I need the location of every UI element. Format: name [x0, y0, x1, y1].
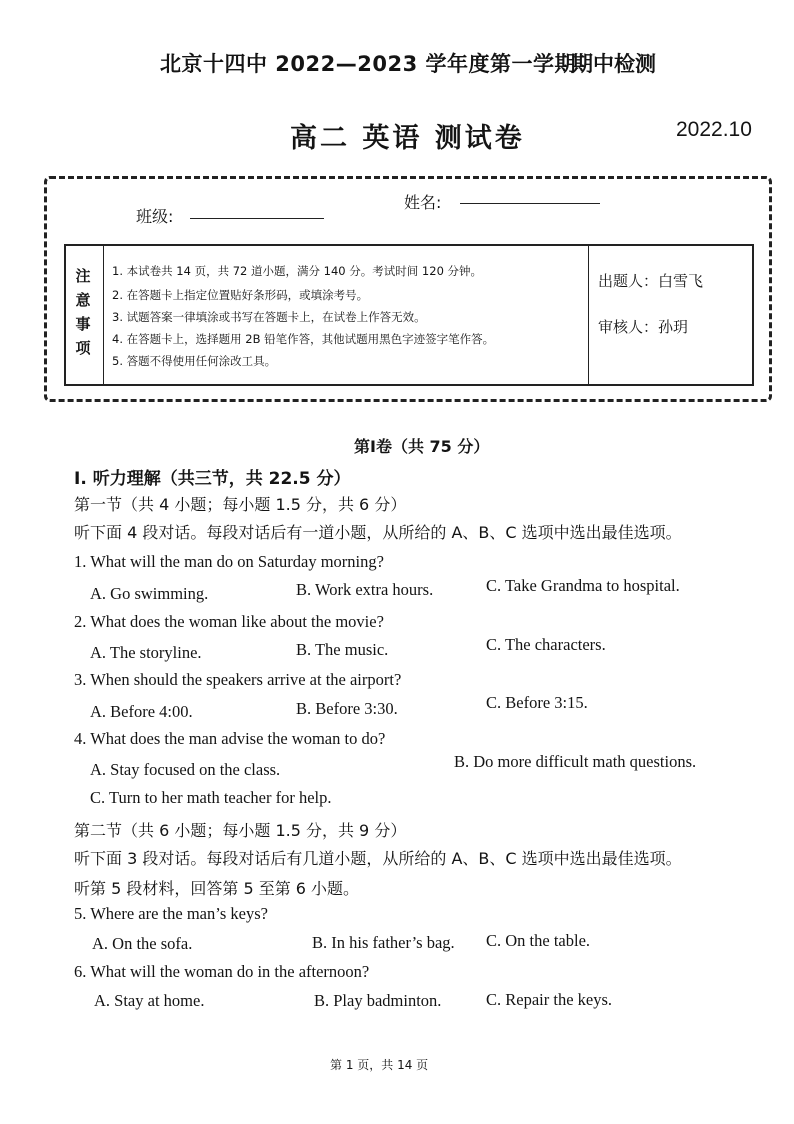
- notice-divider: [588, 244, 589, 386]
- part-title: 第Ⅰ卷（共 75 分）: [354, 437, 490, 456]
- answer-option[interactable]: B. Play badminton.: [314, 991, 442, 1010]
- answer-option[interactable]: C. The characters.: [486, 635, 606, 654]
- question-stem: 6. What will the woman do in the afternoon?: [74, 962, 370, 981]
- name-field[interactable]: [460, 203, 600, 204]
- answer-option[interactable]: C. Repair the keys.: [486, 990, 613, 1009]
- answer-option[interactable]: A. Stay focused on the class.: [90, 760, 281, 779]
- answer-option[interactable]: C. Turn to her math teacher for help.: [90, 788, 332, 807]
- reviewer-label: 审核人：孙玥: [598, 318, 689, 336]
- setter-label: 出题人：白雪飞: [598, 272, 704, 290]
- subject-title: 高二 英语 测试卷: [290, 123, 525, 154]
- subsection-heading: 第二节（共 6 小题；每小题 1.5 分，共 9 分）: [74, 821, 407, 840]
- question-stem: 1. What will the man do on Saturday morning?: [74, 552, 384, 571]
- exam-type: 期中检测: [572, 52, 656, 76]
- answer-option[interactable]: B. The music.: [296, 640, 389, 659]
- question-stem: 2. What does the woman like about the movie?: [74, 612, 384, 631]
- class-label: 班级:: [136, 207, 174, 226]
- answer-option[interactable]: B. Work extra hours.: [296, 580, 434, 599]
- answer-option[interactable]: C. On the table.: [486, 931, 591, 950]
- answer-option[interactable]: C. Before 3:15.: [486, 693, 588, 712]
- answer-option[interactable]: B. Do more difficult math questions.: [454, 752, 697, 771]
- notice-heading: 注意事项: [75, 267, 91, 357]
- subsection-heading: 第一节（共 4 小题；每小题 1.5 分，共 6 分）: [74, 495, 407, 514]
- question-stem: 3. When should the speakers arrive at the airport?: [74, 670, 402, 689]
- answer-option[interactable]: B. Before 3:30.: [296, 699, 398, 718]
- instruction-text: 听第 5 段材料，回答第 5 至第 6 小题。: [74, 879, 360, 898]
- section-heading: I. 听力理解（共三节，共 22.5 分）: [74, 469, 351, 489]
- notice-item: 1. 本试卷共 14 页，共 72 道小题，满分 140 分。考试时间 120 分钟。: [112, 264, 483, 278]
- exam-date: 2022.10: [676, 118, 752, 141]
- page-footer: 第 1 页，共 14 页: [330, 1058, 429, 1072]
- notice-item: 2. 在答题卡上指定位置贴好条形码，或填涂考号。: [112, 288, 369, 302]
- name-label: 姓名:: [404, 193, 442, 212]
- answer-option[interactable]: A. On the sofa.: [92, 934, 193, 953]
- notice-item: 4. 在答题卡上，选择题用 2B 铅笔作答，其他试题用黑色字迹签字笔作答。: [112, 332, 495, 346]
- notice-item: 5. 答题不得使用任何涂改工具。: [112, 354, 277, 368]
- school-title: 北京十四中 2022—2023 学年度第一学期: [160, 52, 577, 76]
- answer-option[interactable]: C. Take Grandma to hospital.: [486, 576, 680, 595]
- answer-option[interactable]: A. Go swimming.: [90, 584, 209, 603]
- question-stem: 4. What does the man advise the woman to do?: [74, 729, 386, 748]
- notice-heading-cell: [64, 244, 104, 386]
- answer-option[interactable]: A. Stay at home.: [94, 991, 205, 1010]
- answer-option[interactable]: B. In his father’s bag.: [312, 933, 455, 952]
- class-field[interactable]: [190, 218, 324, 219]
- instruction-text: 听下面 3 段对话。每段对话后有几道小题，从所给的 A、B、C 选项中选出最佳选项。: [74, 849, 682, 868]
- answer-option[interactable]: A. The storyline.: [90, 643, 202, 662]
- instruction-text: 听下面 4 段对话。每段对话后有一道小题，从所给的 A、B、C 选项中选出最佳选项。: [74, 523, 682, 542]
- answer-option[interactable]: A. Before 4:00.: [90, 702, 193, 721]
- question-stem: 5. Where are the man’s keys?: [74, 904, 268, 923]
- notice-item: 3. 试题答案一律填涂或书写在答题卡上，在试卷上作答无效。: [112, 310, 426, 324]
